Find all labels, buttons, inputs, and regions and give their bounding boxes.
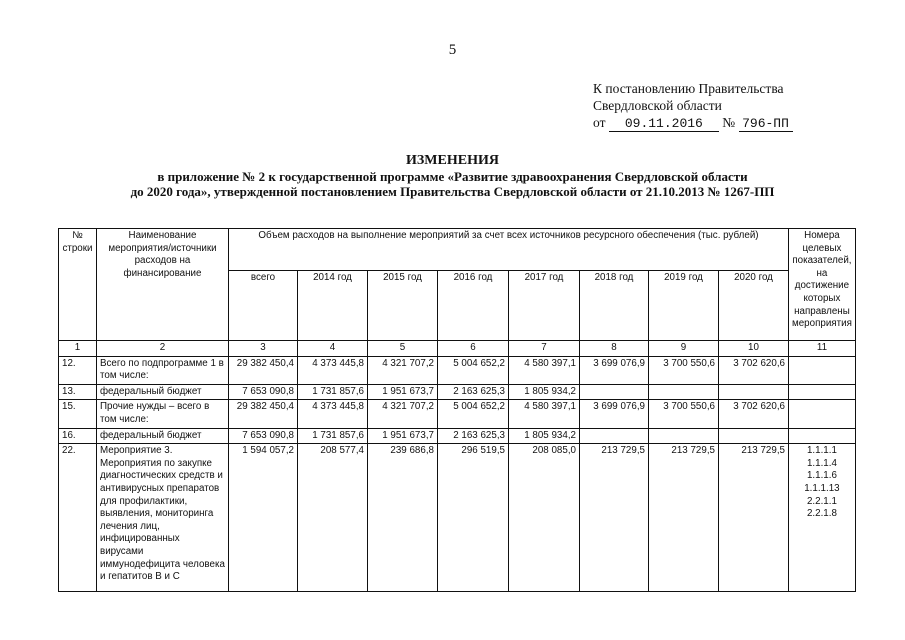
header-volume: Объем расходов на выполнение мероприятий за счет всех источников ресурсного обеспечения (тыс. рублей)	[229, 229, 789, 271]
header-year: 2014 год	[298, 271, 368, 341]
resolution-date: 09.11.2016	[609, 117, 719, 132]
value-cell: 3 700 550,6	[649, 400, 719, 428]
value-cell: 4 580 397,1	[509, 356, 580, 384]
row-name: федеральный бюджет	[97, 384, 229, 400]
column-number: 3	[229, 341, 298, 357]
value-cell: 5 004 652,2	[438, 400, 509, 428]
value-cell	[719, 428, 789, 444]
indicator-cell	[789, 356, 856, 384]
column-number: 5	[368, 341, 438, 357]
value-cell: 4 373 445,8	[298, 400, 368, 428]
resolution-number: 796-ПП	[739, 117, 793, 132]
value-cell	[649, 384, 719, 400]
column-number: 10	[719, 341, 789, 357]
table-row	[59, 356, 856, 384]
header-year: 2017 год	[509, 271, 580, 341]
value-cell: 239 686,8	[368, 444, 438, 592]
value-cell: 208 577,4	[298, 444, 368, 592]
header-year: 2019 год	[649, 271, 719, 341]
value-cell: 3 699 076,9	[580, 400, 649, 428]
value-cell: 29 382 450,4	[229, 400, 298, 428]
document-reference	[593, 80, 793, 132]
column-number: 6	[438, 341, 509, 357]
value-cell: 208 085,0	[509, 444, 580, 592]
header-year: 2016 год	[438, 271, 509, 341]
column-number: 11	[789, 341, 856, 357]
reference-line-3	[593, 114, 793, 132]
row-name: Всего по подпрограмме 1 в том числе:	[97, 356, 229, 384]
value-cell: 1 731 857,6	[298, 428, 368, 444]
value-cell	[580, 384, 649, 400]
value-cell: 2 163 625,3	[438, 384, 509, 400]
indicator-cell: 1.1.1.1 1.1.1.4 1.1.1.6 1.1.1.13 2.2.1.1 2.2.1.8	[789, 444, 856, 592]
table-row	[59, 444, 856, 592]
value-cell: 3 699 076,9	[580, 356, 649, 384]
header-indicators: Номера целевых показателей, на достижение которых направлены мероприятия	[789, 229, 856, 341]
table-row	[59, 400, 856, 428]
value-cell: 1 805 934,2	[509, 428, 580, 444]
indicator-cell	[789, 384, 856, 400]
number-prefix: №	[722, 115, 736, 130]
title-line-1: в приложение № 2 к государственной программе «Развитие здравоохранения Свердловской области	[157, 169, 748, 184]
value-cell: 29 382 450,4	[229, 356, 298, 384]
header-year: 2020 год	[719, 271, 789, 341]
date-prefix: от	[593, 115, 606, 130]
value-cell: 3 702 620,6	[719, 356, 789, 384]
column-number: 1	[59, 341, 97, 357]
column-number-row	[59, 341, 856, 357]
value-cell: 4 580 397,1	[509, 400, 580, 428]
value-cell: 4 321 707,2	[368, 356, 438, 384]
column-number: 7	[509, 341, 580, 357]
row-number: 13.	[59, 384, 97, 400]
value-cell: 1 951 673,7	[368, 428, 438, 444]
header-year: 2015 год	[368, 271, 438, 341]
value-cell: 296 519,5	[438, 444, 509, 592]
row-name: федеральный бюджет	[97, 428, 229, 444]
value-cell: 1 731 857,6	[298, 384, 368, 400]
value-cell: 7 653 090,8	[229, 428, 298, 444]
column-number: 8	[580, 341, 649, 357]
value-cell: 3 702 620,6	[719, 400, 789, 428]
title-heading: ИЗМЕНЕНИЯ	[406, 153, 499, 168]
table-row	[59, 384, 856, 400]
value-cell: 1 805 934,2	[509, 384, 580, 400]
header-year: 2018 год	[580, 271, 649, 341]
indicator-cell	[789, 400, 856, 428]
row-number: 15.	[59, 400, 97, 428]
column-number: 9	[649, 341, 719, 357]
value-cell: 2 163 625,3	[438, 428, 509, 444]
value-cell: 3 700 550,6	[649, 356, 719, 384]
row-number: 12.	[59, 356, 97, 384]
value-cell: 1 951 673,7	[368, 384, 438, 400]
row-name: Мероприятие 3. Мероприятия по закупке диагностических средств и антивирусных препаратов для профилактики, выявления, мониторинга лечения лиц, инфицированных вирусами иммунодефицита человека и гепатитов В и С	[97, 444, 229, 592]
table-row	[59, 428, 856, 444]
value-cell	[580, 428, 649, 444]
column-number: 2	[97, 341, 229, 357]
title-line-2: до 2020 года», утвержденной постановлением Правительства Свердловской области от 21.10.2013 № 1267-ПП	[130, 184, 775, 199]
value-cell: 213 729,5	[649, 444, 719, 592]
reference-line-2: Свердловской области	[593, 98, 722, 113]
changes-table	[58, 228, 856, 592]
value-cell: 5 004 652,2	[438, 356, 509, 384]
value-cell: 1 594 057,2	[229, 444, 298, 592]
value-cell: 4 321 707,2	[368, 400, 438, 428]
value-cell: 7 653 090,8	[229, 384, 298, 400]
row-number: 16.	[59, 428, 97, 444]
reference-line-1: К постановлению Правительства	[593, 81, 784, 96]
column-number: 4	[298, 341, 368, 357]
header-row-no: № строки	[59, 229, 97, 341]
value-cell	[719, 384, 789, 400]
value-cell	[649, 428, 719, 444]
row-name: Прочие нужды – всего в том числе:	[97, 400, 229, 428]
indicator-cell	[789, 428, 856, 444]
document-title	[0, 153, 905, 199]
value-cell: 213 729,5	[719, 444, 789, 592]
header-name: Наименование мероприятия/источники расходов на финансирование	[97, 229, 229, 341]
header-year: всего	[229, 271, 298, 341]
value-cell: 213 729,5	[580, 444, 649, 592]
row-number: 22.	[59, 444, 97, 592]
value-cell: 4 373 445,8	[298, 356, 368, 384]
page-number: 5	[448, 42, 457, 58]
